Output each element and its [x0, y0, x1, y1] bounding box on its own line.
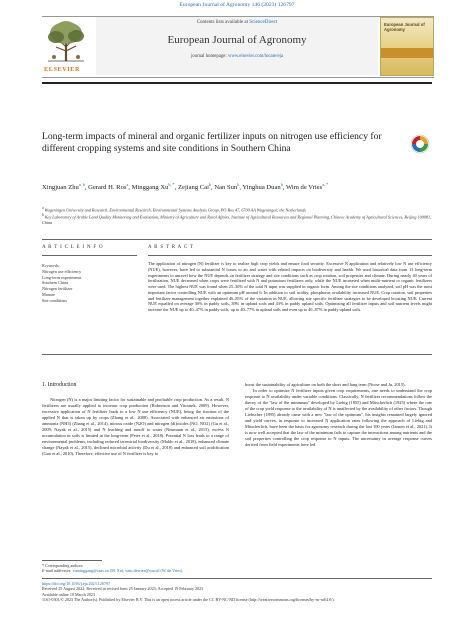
abstract-head-rule	[148, 255, 432, 256]
intro-right-paragraph: In order to optimize N fertilizer inputs given crop requirements, one needs to understand the crop response to N availability under variable conditions. Classically, N fertilizer recommendations follow the theory of the "law of the minimum" developed by Liebig (1855) and Mitscherlich (1925) where the rate of the crop yield response to the availability of N is unaffected by the availability of other factors. Though Liebscher (1895) already came with a new "law of the optimum", his insights remained largely ignored and yield curves, in response to increased N application rates following the approach of Liebig and Mitscherlich, have been the basis for agronomy research during the last 100 years (Jansen et al., 2021). It is now well accepted that the law of the minimum fails to capture the interactions among nutrients and the soil properties controlling the crop response to N inputs. The uncertainty in average response curves derived from field experiments have led	[245, 388, 432, 448]
crossmark-icon	[410, 134, 430, 154]
corresponding-note: * Corresponding authors.	[42, 563, 84, 568]
running-head: European Journal of Agronomy 146 (2023) 126797	[179, 2, 295, 8]
abstract-text: The application of nitrogen (N) fertilizer is key to realize high crop yields and ensure food security. Excessive N application and relatively low N use efficiency (NUE), however, have led to substantial N losses to air and water with related impacts on biodiversity and health. We used historical data from 13 long-term experiments to unravel how the NUE depends on fertilizer strategy and site conditions such as crop rotation, soil properties and climate. During nearly 40 years of fertilization, NUE decreased when crops were fertilized with N and potassium fertilizers only, while the NUE increased when multi-nutrient or organic fertilizers were used. The highest NUE was found when 25–30% of the total N input was supplied in organic form. Among the site conditions analyzed, soil pH was the most important factor controlling NUE with an optimum pH around 6. In addition to soil acidity, phosphorus availability increased NUE. Crop rotation, soil properties and fertilizer management together explained 46–85% of the variation in NUE, allowing site specific fertilizer strategies to be developed boosting NUE. Current NUE equalled on average 30% in paddy soils, 39% in upland soils and 43% in paddy upland soils. Optimizing all fertilizer inputs and soil nutrient levels might increase the NUE up to 40–47% in paddy soils, up to 40–77% in upland soils and even up to 40–87% in paddy upland soils.	[148, 261, 432, 312]
keyword-item: Nitrogen use efficiency	[42, 268, 82, 274]
affiliation-line: $^a$ Wageningen University and Research, Environmental Research, Environmental Systems Analysis Group, PO Box 47, 6700 AA Wageningen, the Netherlands	[42, 206, 307, 213]
doi-link[interactable]: https://doi.org/10.1016/j.eja.2023.126797	[42, 581, 111, 586]
author-affiliation-marker: a	[126, 182, 129, 187]
copyright-line: 1161-0301/© 2023 The Author(s). Published by Elsevier B.V. This is an open access article under the CC BY-NC-ND license (http://creativecommons.org/licenses/by-nc-nd/4.0/).	[42, 596, 335, 602]
footnotes	[42, 563, 432, 574]
crossmark-badge[interactable]	[410, 134, 430, 154]
author-name[interactable]: Minggang Xu	[131, 184, 169, 192]
keywords-block	[42, 263, 132, 304]
email-label: E-mail addresses:	[42, 568, 73, 574]
author-name[interactable]: Gerard H. Ros	[88, 184, 127, 192]
intro-right-paragraph: boost the sustainability of agriculture on both the short and long term (Norse and Ju, 2015).	[245, 382, 406, 387]
author-affiliation-marker: b	[208, 182, 212, 187]
author-affiliation-marker: b, *	[168, 182, 175, 187]
sciencedirect-link[interactable]: ScienceDirect	[249, 20, 278, 25]
keyword-item: Manure	[42, 291, 56, 297]
affiliations	[42, 206, 432, 226]
author-name[interactable]: Yinghua Duan	[242, 184, 281, 192]
cover-band	[381, 48, 433, 58]
contents-prefix: Contents lists available at	[196, 20, 250, 25]
elsevier-tree-logo	[42, 17, 90, 73]
author-affiliation-marker: b	[237, 182, 240, 187]
keyword-item: Southern China	[42, 280, 69, 286]
info-top-rule	[42, 239, 432, 240]
author-name[interactable]: Xingjuan Zhu	[42, 184, 79, 192]
abstract-heading: A B S T R A C T	[148, 245, 194, 250]
intro-left-column	[42, 397, 229, 457]
abstract-bottom-rule	[42, 354, 432, 355]
affiliation-line: $^b$ Key Laboratory of Arable Land Quality Monitoring and Evaluation, Ministry of Agriculture and Rural Affairs, Institute of Agricultural Resources and Regional Planning, Chinese Academy of Agricultural Sciences, Beijing 100081, China	[42, 212, 432, 225]
available-line: Available online 10 March 2023	[42, 591, 95, 597]
keyword-item: Site conditions	[42, 297, 68, 303]
homepage-prefix: journal homepage:	[190, 54, 228, 59]
keyword-item: Nitrogen fertilizer	[42, 286, 73, 292]
elsevier-wordmark: ELSEVIER	[44, 66, 81, 73]
info-head-rule	[42, 255, 137, 256]
keywords-label: Keywords:	[42, 263, 60, 268]
journal-title: European Journal of Agronomy	[167, 34, 307, 46]
homepage-line	[96, 54, 378, 59]
header-thick-rule	[42, 82, 432, 84]
keyword-item: Long-term experiments	[42, 274, 82, 280]
banner-center	[96, 17, 378, 75]
footnote-rule	[42, 560, 102, 561]
author-affiliation-marker: a, b	[78, 182, 85, 187]
intro-right-column	[245, 382, 432, 449]
received-line: Received 25 August 2022; Received in revised form 25 January 2023; Accepted 19 February 2023	[42, 586, 204, 592]
author-list: Xingjuan Zhu$^{a, b}$, Gerard H. Ros$^a$, Minggang $Xu^{b, *}$, Zejiang Cai$^b$, Nan Sun$^b$, Yinghua Duan$^b$, Wim de Vries$^{a, *}$	[42, 182, 329, 192]
email-line	[42, 568, 432, 573]
footer-rule	[42, 578, 432, 579]
intro-left-paragraph: Nitrogen (N) is a major limiting factor for sustainable and profitable crop production. As a result, N fertilizers are usually applied to increase crop production (Robertson and Vitousek, 2009). However, excessive application of N fertilizer leads to a low N use efficiency (NUE), being the fraction of the applied N that is taken up by crops (Zhang et al., 2008). Associated with enhanced air emissions of ammonia (NH3) (Zhang et al., 2014), nitrous oxide (N2O) and nitrogen (di)oxides (NO, NO2) (Gu et al., 2009; Nayak et al., 2015) and N leaching and runoff to water (Neumann et al., 2013), excess N accumulation in soils is limited in the long-term (Peter et al., 2018). Potential N loss leads to a range of environmental problems, including reduced terrestrial biodiversity (Maldo et al., 2018), enhanced climate change (Nayak et al., 2015), declined microbial activity (Du et al., 2018) and enhanced soil acidification (Guo et al., 2010). Therefore, effective use of N fertilizer is key to	[42, 397, 229, 457]
journal-cover-thumbnail	[380, 17, 434, 76]
author-affiliation-marker: b	[280, 182, 283, 187]
email-links[interactable]: xuminggang@caas.cn (M. Xu), wim.devries@wur.nl (W. de Vries).	[72, 568, 184, 574]
intro-heading: 1. Introduction	[42, 382, 77, 388]
contents-line	[96, 20, 378, 25]
author-name[interactable]: Wim de Vries	[285, 184, 323, 192]
article-title: Long-term impacts of mineral and organic fertilizer inputs on nitrogen use efficiency for different cropping systems and site conditions in Southern China	[42, 131, 382, 155]
homepage-link[interactable]: www.elsevier.com/locate/eja	[227, 54, 284, 59]
author-name[interactable]: Zejiang Cai	[178, 184, 209, 192]
author-affiliation-marker: a, *	[322, 182, 329, 187]
cover-title: European Journal of Agronomy	[384, 22, 425, 32]
article-info-heading: A R T I C L E I N F O	[42, 245, 104, 250]
publication-footer	[42, 581, 432, 602]
author-name[interactable]: Nan Sun	[214, 184, 238, 192]
